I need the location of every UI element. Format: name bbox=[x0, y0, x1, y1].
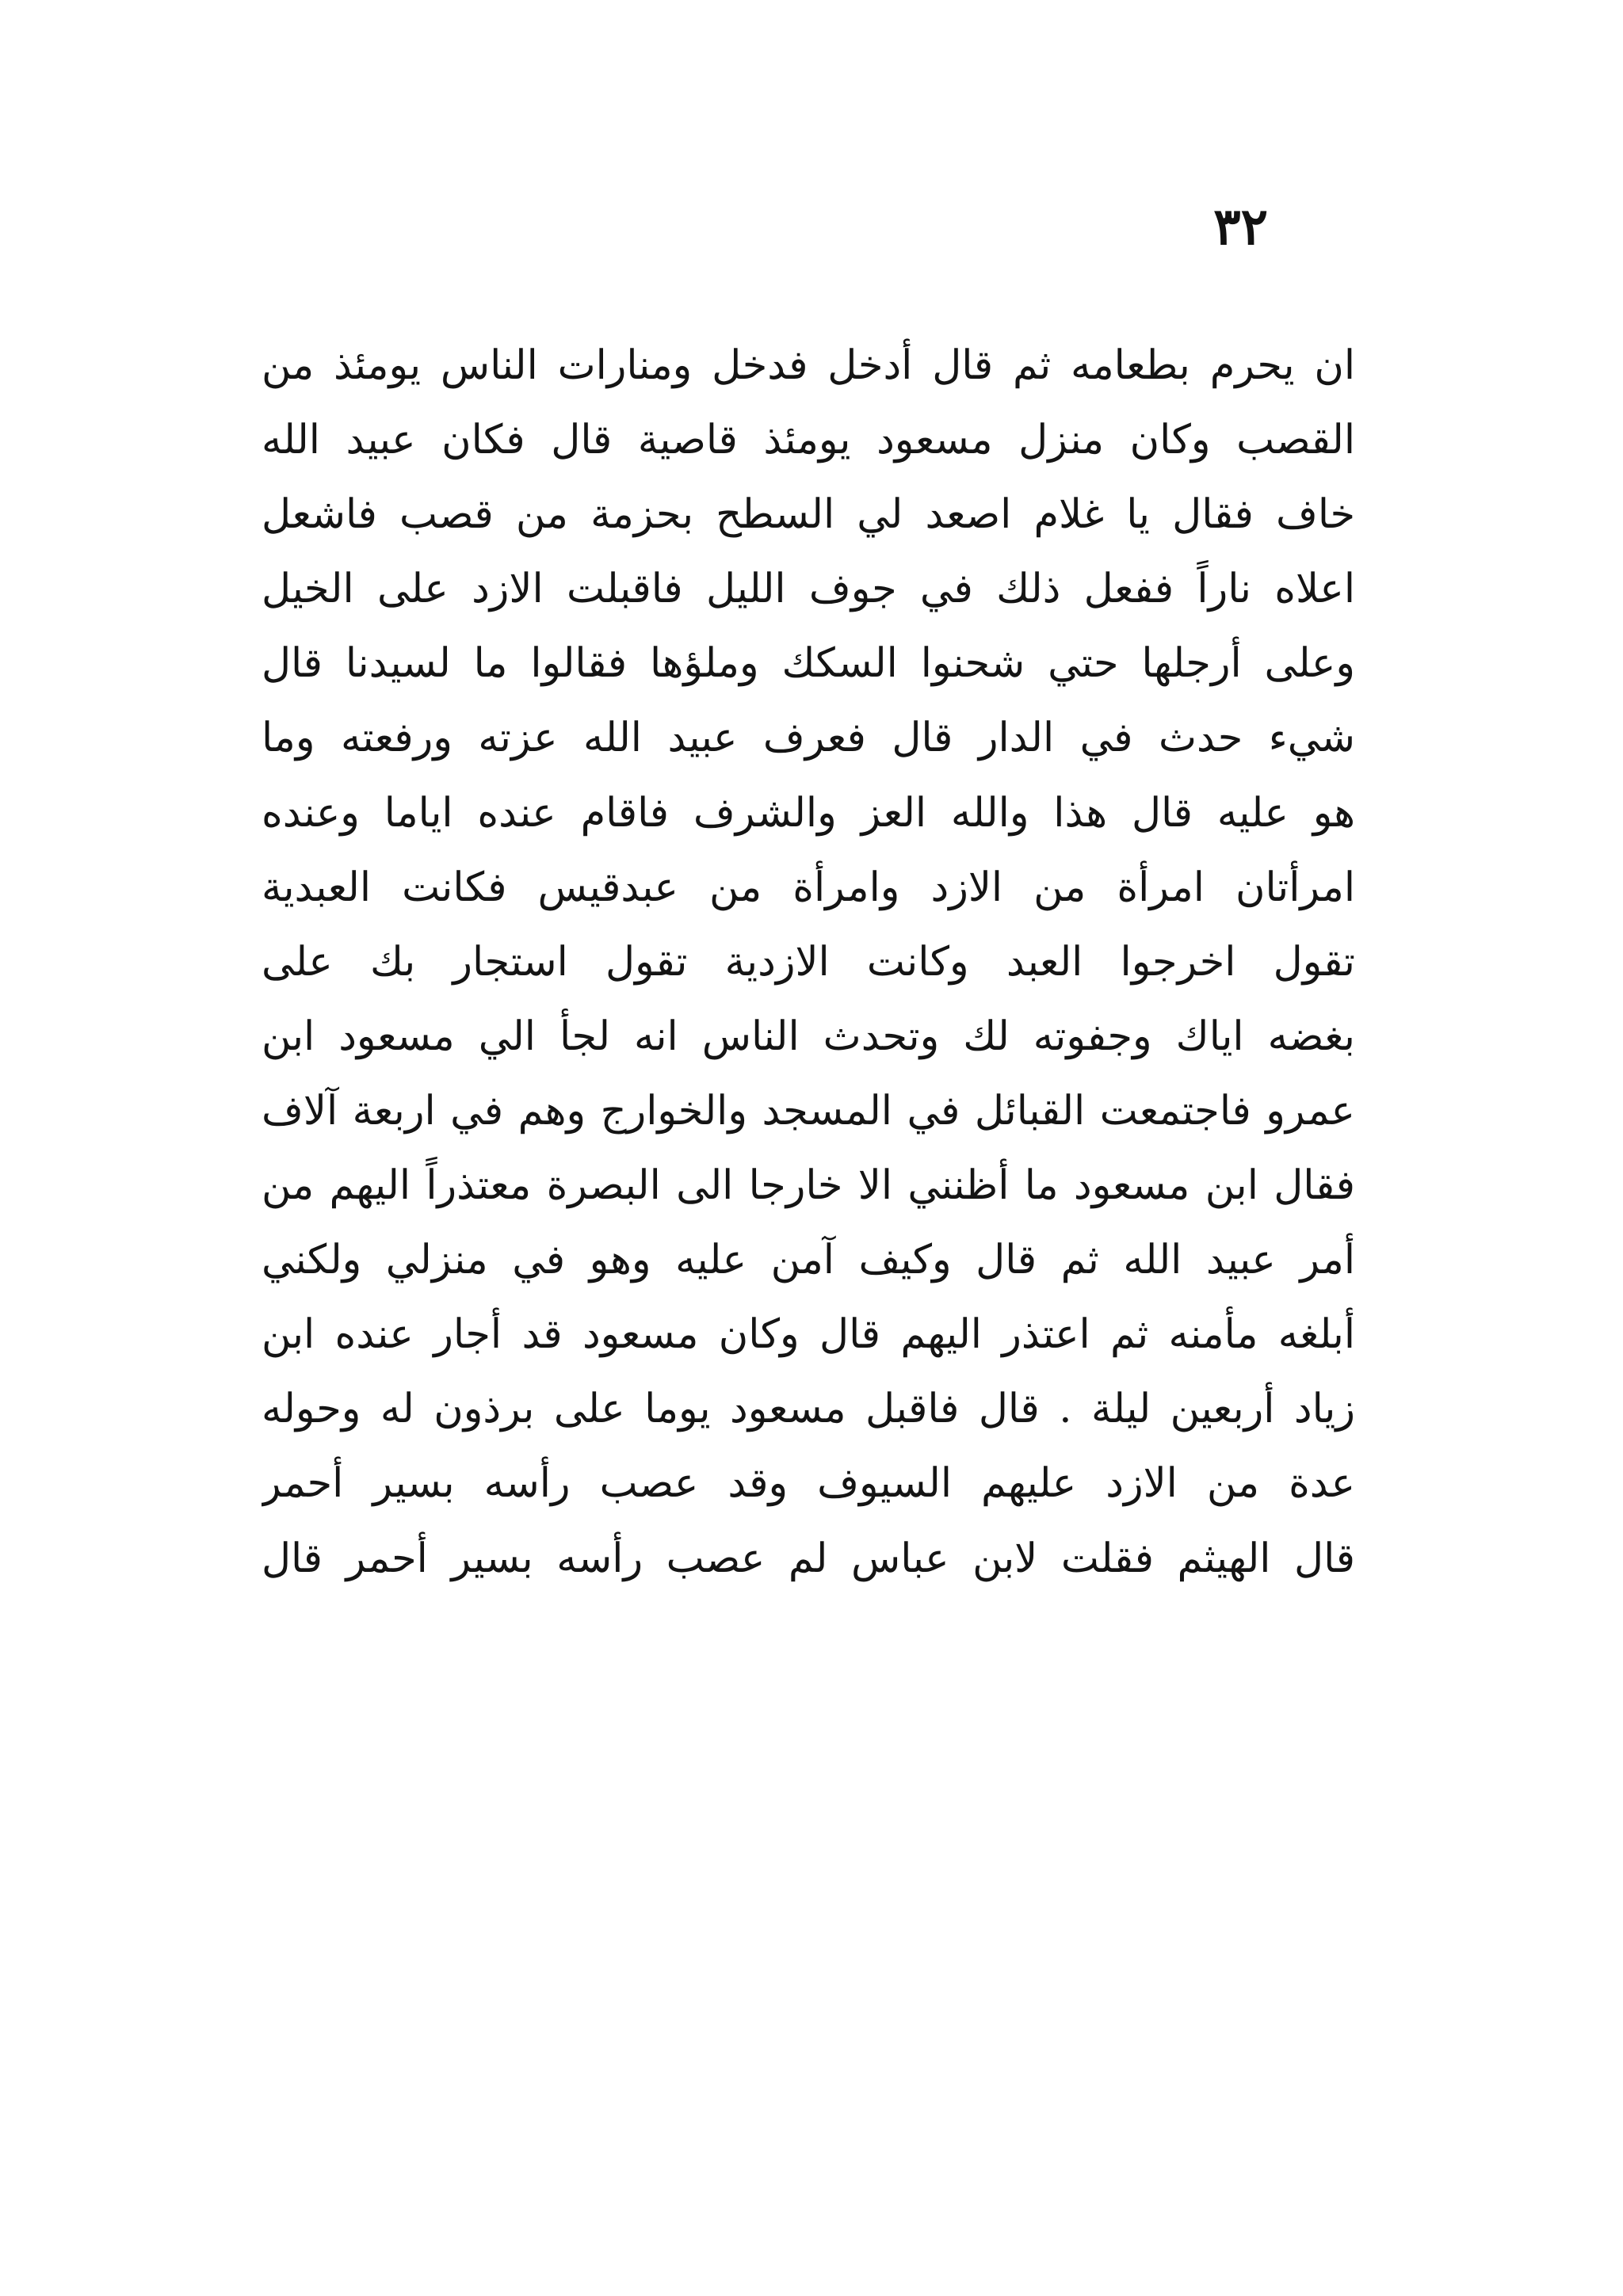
text-line: وعلى أرجلها حتي شحنوا السكك وملؤها فقالوا ما لسيدنا قال bbox=[262, 640, 1355, 688]
text-line: فقال ابن مسعود ما أظنني الا خارجا الى البصرة معتذراً اليهم من bbox=[262, 1162, 1355, 1210]
text-line: عمرو فاجتمعت القبائل في المسجد والخوارج وهم في اربعة آلاف bbox=[262, 1087, 1355, 1135]
text-body bbox=[262, 329, 1355, 1596]
page-number: ٣٢ bbox=[1213, 197, 1268, 257]
text-line: خاف فقال يا غلام اصعد لي السطح بحزمة من قصب فاشعل bbox=[262, 491, 1355, 539]
text-line: عدة من الازد عليهم السيوف وقد عصب رأسه بسير أحمر bbox=[262, 1460, 1355, 1508]
text-line: شيء حدث في الدار قال فعرف عبيد الله عزته ورفعته وما bbox=[262, 715, 1355, 762]
text-line: اعلاه ناراً ففعل ذلك في جوف الليل فاقبلت الازد على الخيل bbox=[262, 566, 1355, 613]
text-line: أمر عبيد الله ثم قال وكيف آمن عليه وهو في منزلي ولكني bbox=[262, 1237, 1355, 1284]
text-line: تقول اخرجوا العبد وكانت الازدية تقول استجار بك على bbox=[262, 938, 1355, 986]
text-line: امرأتان امرأة من الازد وامرأة من عبدقيس فكانت العبدية bbox=[262, 864, 1355, 911]
text-line: ان يحرم بطعامه ثم قال أدخل فدخل ومنارات الناس يومئذ من bbox=[262, 342, 1355, 389]
text-line: زياد أربعين ليلة . قال فاقبل مسعود يوما على برذون له وحوله bbox=[262, 1386, 1355, 1433]
text-line: هو عليه قال هذا والله العز والشرف فاقام عنده اياما وعنده bbox=[262, 789, 1355, 837]
text-line: أبلغه مأمنه ثم اعتذر اليهم قال وكان مسعود قد أجار عنده ابن bbox=[262, 1311, 1355, 1359]
text-line: القصب وكان منزل مسعود يومئذ قاصية قال فكان عبيد الله bbox=[262, 417, 1355, 464]
text-line: قال الهيثم فقلت لابن عباس لم عصب رأسه بسير أحمر قال bbox=[262, 1535, 1355, 1582]
text-line: بغضه اياك وجفوته لك وتحدث الناس انه لجأ الي مسعود ابن bbox=[262, 1013, 1355, 1060]
